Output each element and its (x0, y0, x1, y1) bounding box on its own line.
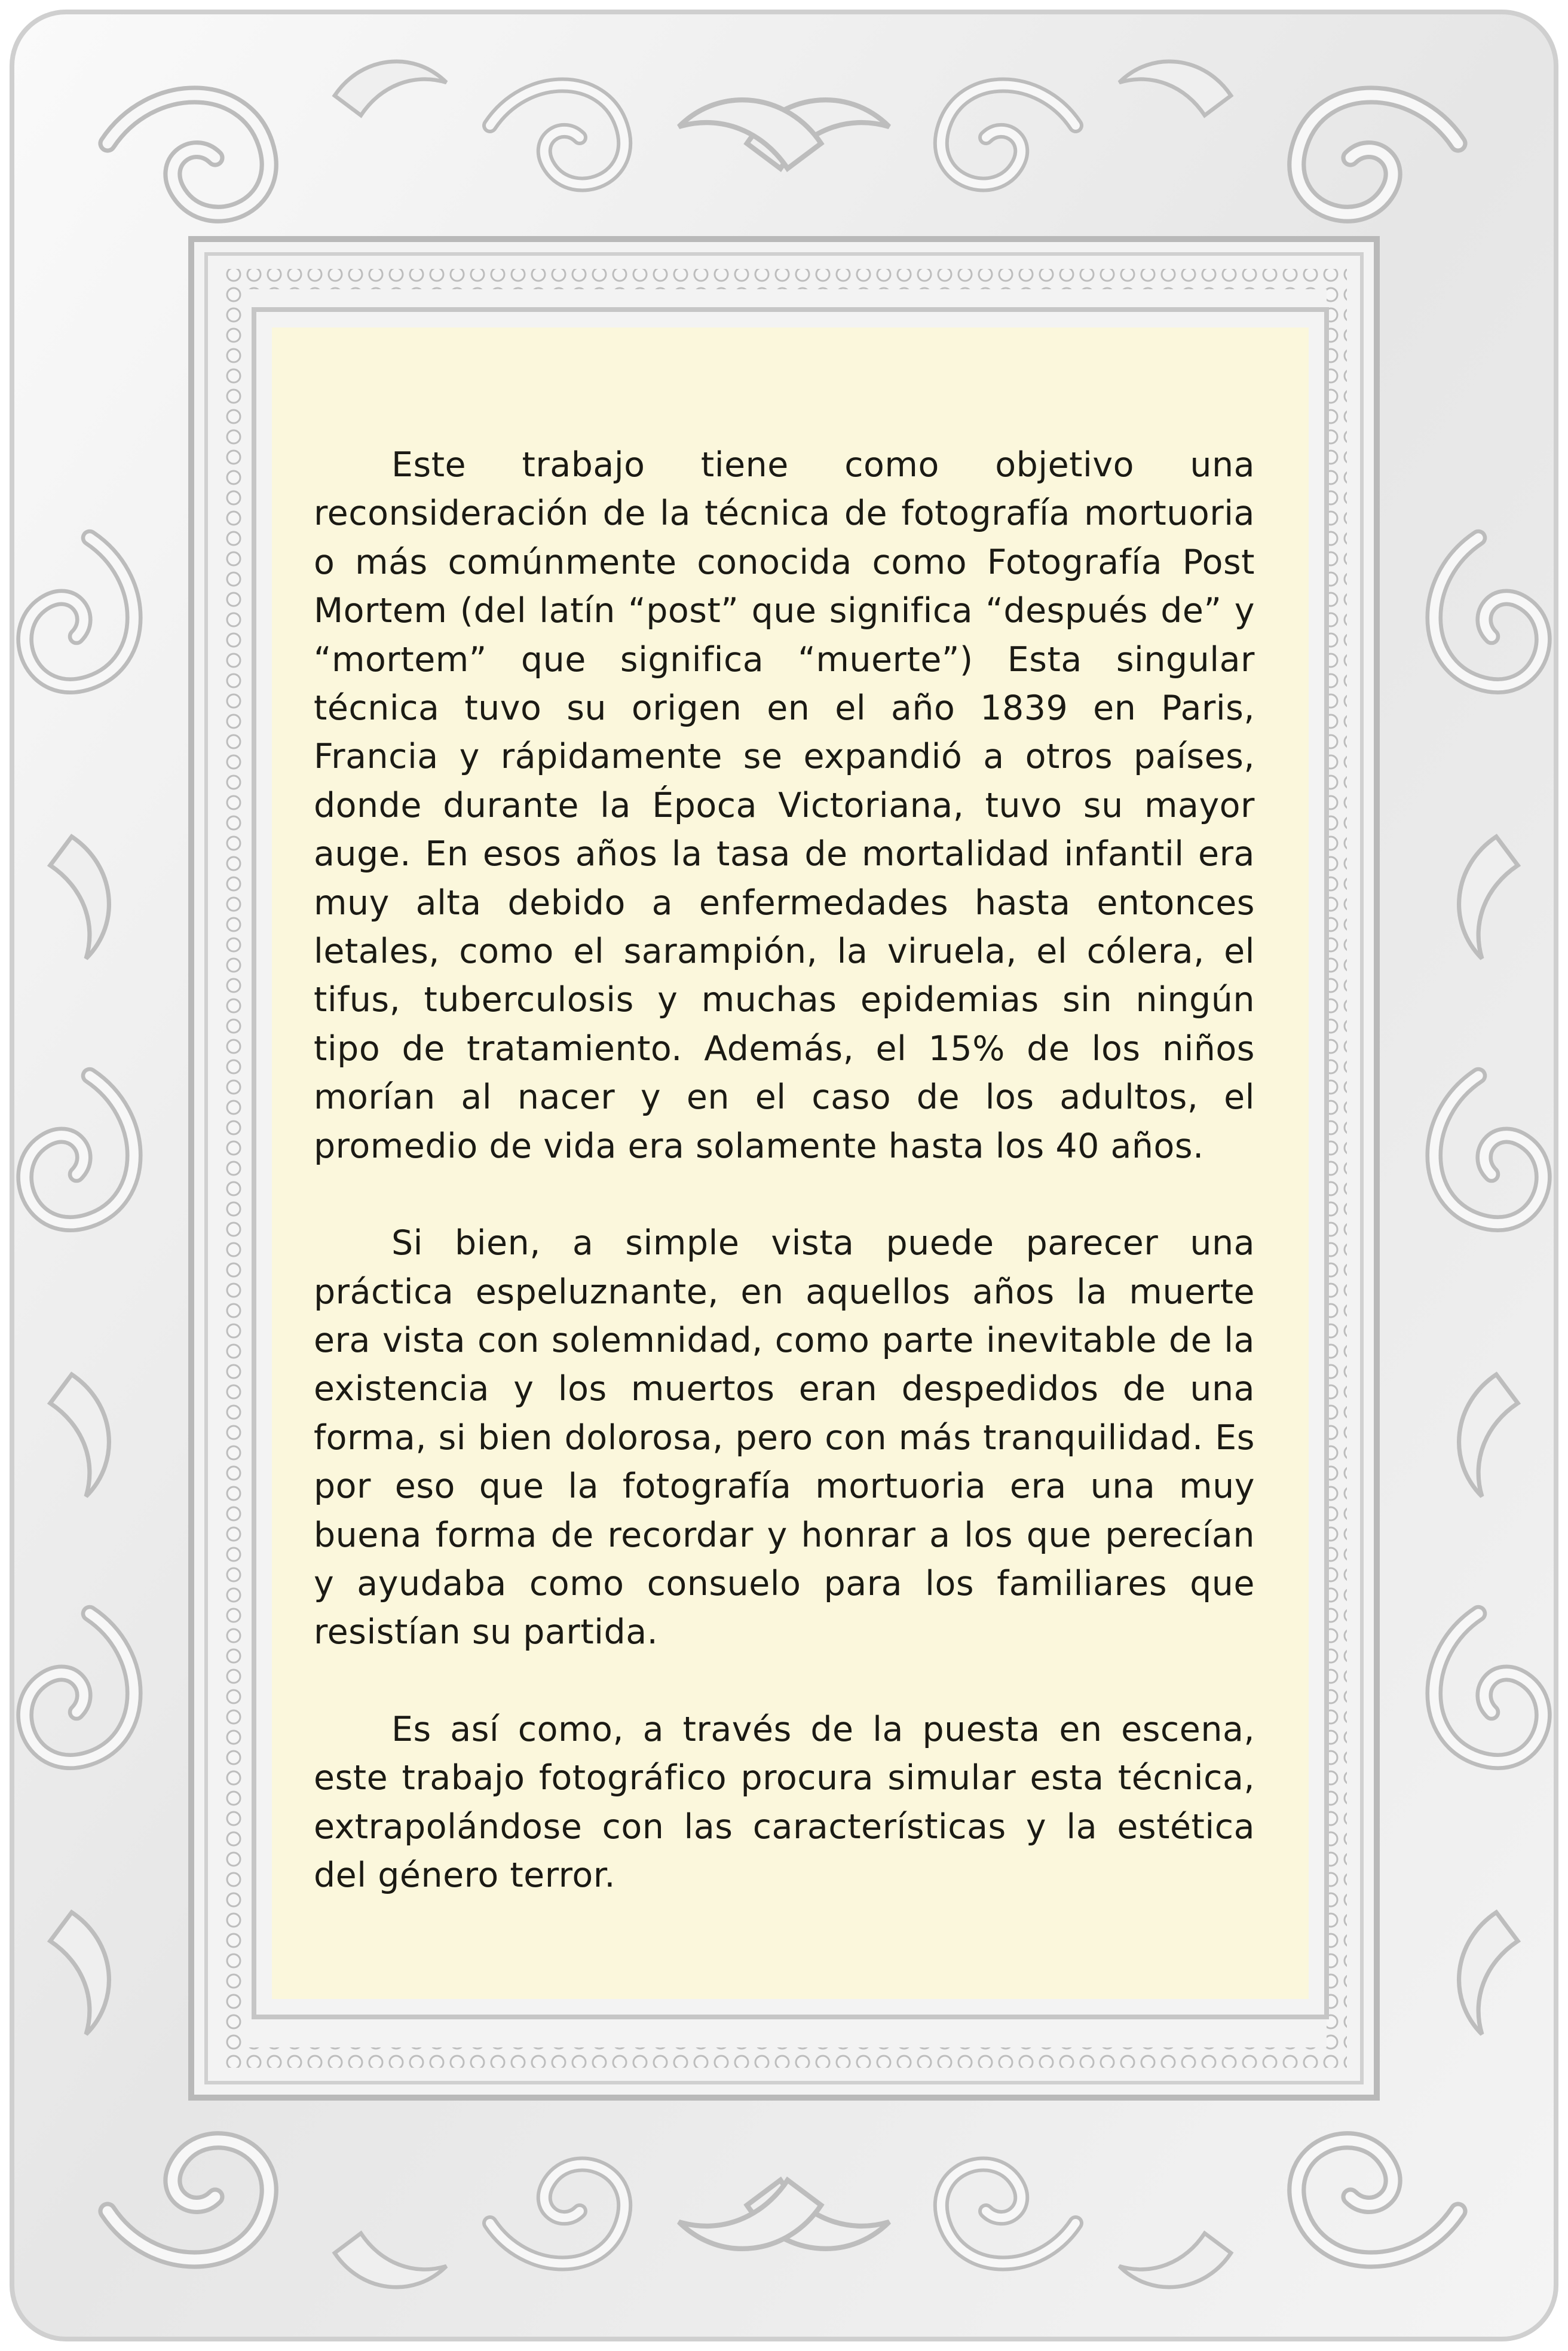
paragraph-1: Este trabajo tiene como objetivo una reconsideración de la técnica de fotografía mortuoria o más comúnmente conocida como Fotografía Post Mortem (del latín “post” que significa “después de” y “mortem” que significa “muerte”) Esta singular técnica tuvo su origen en el año 1839 en Paris, Francia y rápidamente se expandió a otros países, donde durante la Época Victoriana, tuvo su mayor auge. En esos años la tasa de mortalidad infantil era muy alta debido a enfermedades hasta entonces letales, como el sarampión, la viruela, el cólera, el tifus, tuberculosis y muchas epidemias sin ningún tipo de tratamiento. Además, el 15% de los niños morían al nacer y en el caso de los adultos, el promedio de vida era solamente hasta los 40 años. (314, 445, 1255, 1166)
paragraph-2: Si bien, a simple vista puede parecer una práctica espeluznante, en aquellos años la muerte era vista con solemnidad, como parte inevitable de la existencia y los muertos eran despedidos de una forma, si bien dolorosa, pero con más tranquilidad. Es por eso que la fotografía mortuoria era una muy buena forma de recordar y honrar a los que perecían y ayudaba como consuelo para los familiares que resistían su partida. (314, 1223, 1255, 1652)
paragraph-3: Es así como, a través de la puesta en escena, este trabajo fotográfico procura simular esta técnica, extrapolándose con las características y la estética del género terror. (314, 1709, 1255, 1895)
body-text (314, 441, 1255, 1900)
